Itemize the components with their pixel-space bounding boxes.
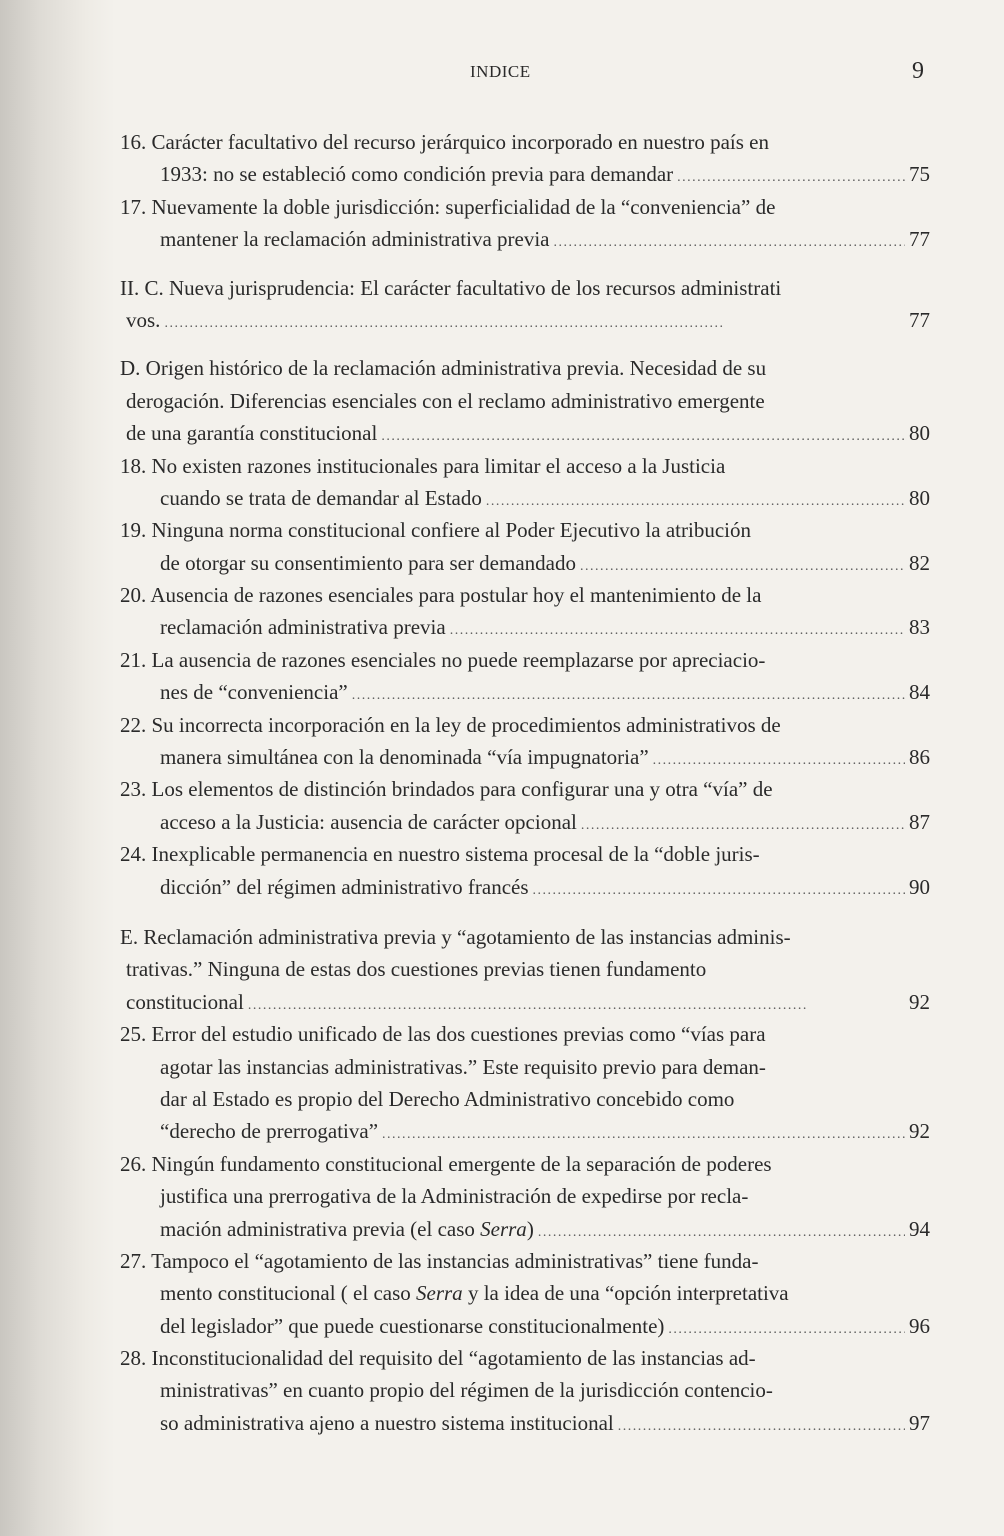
toc-line-text: mento constitucional ( el caso Serra y la idea de una “opción interpretativa bbox=[160, 1281, 789, 1306]
toc-section bbox=[120, 921, 930, 1018]
toc-line bbox=[120, 986, 930, 1018]
table-of-contents bbox=[120, 126, 930, 1439]
toc-line bbox=[120, 953, 930, 985]
toc-line-text: manera simultánea con la denominada “vía impugnatoria” bbox=[160, 745, 649, 770]
toc-line bbox=[120, 806, 930, 838]
page-number: 9 bbox=[912, 58, 924, 84]
toc-line-text: 23. Los elementos de distinción brindados para configurar una y otra “vía” de bbox=[120, 777, 773, 802]
dot-leader bbox=[450, 611, 905, 647]
toc-line-text: del legislador” que puede cuestionarse constitucionalmente) bbox=[160, 1313, 665, 1338]
dot-leader bbox=[653, 741, 905, 777]
toc-line bbox=[120, 1148, 930, 1180]
toc-entry bbox=[120, 709, 930, 774]
toc-section bbox=[120, 352, 930, 449]
toc-entry bbox=[120, 773, 930, 838]
toc-line bbox=[120, 1310, 930, 1342]
dot-leader bbox=[668, 1310, 905, 1346]
dot-leader bbox=[580, 547, 905, 583]
toc-line bbox=[120, 611, 930, 643]
toc-page-number: 86 bbox=[909, 745, 930, 770]
toc-line bbox=[120, 417, 930, 449]
toc-line-text: dicción” del régimen administrativo francés bbox=[160, 874, 529, 899]
toc-line bbox=[120, 1407, 930, 1439]
toc-line-text: 27. Tampoco el “agotamiento de las instancias administrativas” tiene funda- bbox=[120, 1248, 759, 1273]
toc-line bbox=[120, 1018, 930, 1050]
toc-line-text: justifica una prerrogativa de la Administración de expedirse por recla- bbox=[160, 1184, 749, 1209]
toc-line-text: reclamación administrativa previa bbox=[160, 615, 446, 640]
toc-line-text: nes de “conveniencia” bbox=[160, 680, 348, 705]
toc-line-text: 18. No existen razones institucionales para limitar el acceso a la Justicia bbox=[120, 453, 726, 478]
page-header bbox=[0, 58, 1004, 88]
toc-line bbox=[120, 450, 930, 482]
toc-entry bbox=[120, 1018, 930, 1148]
toc-line bbox=[120, 191, 930, 223]
toc-line bbox=[120, 547, 930, 579]
toc-page-number: 94 bbox=[909, 1216, 930, 1241]
toc-page-number: 90 bbox=[909, 874, 930, 899]
toc-line bbox=[120, 741, 930, 773]
dot-leader bbox=[381, 417, 905, 453]
toc-line-text: mantener la reclamación administrativa previa bbox=[160, 227, 550, 252]
toc-line bbox=[120, 676, 930, 708]
toc-entry bbox=[120, 579, 930, 644]
toc-line-text: E. Reclamación administrativa previa y “agotamiento de las instancias adminis- bbox=[120, 924, 791, 949]
toc-line-text: II. C. Nueva jurisprudencia: El carácter facultativo de los recursos administrati bbox=[120, 275, 782, 300]
toc-line-text: 24. Inexplicable permanencia en nuestro sistema procesal de la “doble juris- bbox=[120, 842, 760, 867]
dot-leader bbox=[248, 986, 905, 1022]
toc-line bbox=[120, 272, 930, 304]
toc-line bbox=[120, 921, 930, 953]
dot-leader bbox=[581, 806, 905, 842]
toc-line bbox=[120, 304, 930, 336]
toc-page-number: 77 bbox=[909, 227, 930, 252]
toc-entry bbox=[120, 126, 930, 191]
toc-line bbox=[120, 838, 930, 870]
toc-page-number: 80 bbox=[909, 421, 930, 446]
dot-leader bbox=[352, 676, 905, 712]
toc-page-number: 97 bbox=[909, 1410, 930, 1435]
toc-line-text: 19. Ninguna norma constitucional confiere al Poder Ejecutivo la atribución bbox=[120, 518, 751, 543]
toc-line-text: dar al Estado es propio del Derecho Administrativo concebido como bbox=[160, 1086, 735, 1111]
toc-line bbox=[120, 1342, 930, 1374]
toc-entry bbox=[120, 644, 930, 709]
toc-page-number: 84 bbox=[909, 680, 930, 705]
toc-line bbox=[120, 1245, 930, 1277]
toc-section bbox=[120, 272, 930, 337]
toc-line-text: 22. Su incorrecta incorporación en la ley de procedimientos administrativos de bbox=[120, 712, 781, 737]
toc-line-text: 1933: no se estableció como condición previa para demandar bbox=[160, 162, 674, 187]
toc-page-number: 92 bbox=[909, 989, 930, 1014]
toc-page-number: 92 bbox=[909, 1119, 930, 1144]
binding-shadow bbox=[0, 0, 115, 1536]
toc-line bbox=[120, 1051, 930, 1083]
dot-leader bbox=[618, 1407, 905, 1443]
dot-leader bbox=[382, 1115, 905, 1151]
toc-line bbox=[120, 352, 930, 384]
toc-line bbox=[120, 579, 930, 611]
dot-leader bbox=[677, 158, 905, 194]
toc-line-text: so administrativa ajeno a nuestro sistema institucional bbox=[160, 1410, 614, 1435]
toc-line-text: D. Origen histórico de la reclamación administrativa previa. Necesidad de su bbox=[120, 356, 767, 381]
dot-leader bbox=[164, 304, 905, 340]
running-title: INDICE bbox=[470, 62, 531, 81]
toc-entry bbox=[120, 1342, 930, 1439]
toc-line bbox=[120, 385, 930, 417]
toc-entry bbox=[120, 191, 930, 256]
toc-entry bbox=[120, 450, 930, 515]
toc-line-text: vos. bbox=[126, 307, 161, 332]
toc-page-number: 80 bbox=[909, 485, 930, 510]
toc-line bbox=[120, 1083, 930, 1115]
toc-page-number: 83 bbox=[909, 615, 930, 640]
toc-line-text: 28. Inconstitucionalidad del requisito del “agotamiento de las instancias ad- bbox=[120, 1346, 756, 1371]
toc-entry bbox=[120, 838, 930, 903]
toc-line bbox=[120, 1213, 930, 1245]
toc-entry bbox=[120, 1245, 930, 1342]
toc-line-text: 21. La ausencia de razones esenciales no puede reemplazarse por apreciacio- bbox=[120, 647, 766, 672]
toc-line-text: acceso a la Justicia: ausencia de carácter opcional bbox=[160, 809, 577, 834]
toc-line bbox=[120, 1277, 930, 1309]
toc-page-number: 82 bbox=[909, 550, 930, 575]
toc-line-text: cuando se trata de demandar al Estado bbox=[160, 485, 482, 510]
toc-line-text: 17. Nuevamente la doble jurisdicción: superficialidad de la “conveniencia” de bbox=[120, 194, 776, 219]
toc-line-text: de otorgar su consentimiento para ser demandado bbox=[160, 550, 576, 575]
dot-leader bbox=[486, 482, 905, 518]
toc-line-text: “derecho de prerrogativa” bbox=[160, 1119, 379, 1144]
toc-line-text: derogación. Diferencias esenciales con el reclamo administrativo emergente bbox=[126, 388, 765, 413]
toc-line-text: 25. Error del estudio unificado de las dos cuestiones previas como “vías para bbox=[120, 1022, 766, 1047]
toc-line-text: ministrativas” en cuanto propio del régimen de la jurisdicción contencio- bbox=[160, 1378, 773, 1403]
toc-line bbox=[120, 709, 930, 741]
toc-line-text: de una garantía constitucional bbox=[126, 421, 378, 446]
toc-line bbox=[120, 126, 930, 158]
dot-leader bbox=[533, 871, 905, 907]
toc-entry bbox=[120, 1148, 930, 1245]
dot-leader bbox=[538, 1213, 905, 1249]
toc-line bbox=[120, 482, 930, 514]
toc-line-text: 20. Ausencia de razones esenciales para postular hoy el mantenimiento de la bbox=[120, 583, 762, 608]
toc-line bbox=[120, 644, 930, 676]
toc-line bbox=[120, 514, 930, 546]
toc-page-number: 77 bbox=[909, 307, 930, 332]
toc-line bbox=[120, 773, 930, 805]
toc-line bbox=[120, 1180, 930, 1212]
toc-line bbox=[120, 223, 930, 255]
toc-line-text: trativas.” Ninguna de estas dos cuestiones previas tienen fundamento bbox=[126, 957, 707, 982]
toc-line-text: agotar las instancias administrativas.” Este requisito previo para deman- bbox=[160, 1054, 766, 1079]
toc-entry bbox=[120, 514, 930, 579]
dot-leader bbox=[553, 223, 905, 259]
toc-line-text: mación administrativa previa (el caso Serra) bbox=[160, 1216, 534, 1241]
toc-line bbox=[120, 158, 930, 190]
toc-line-text: constitucional bbox=[126, 989, 244, 1014]
toc-line bbox=[120, 1374, 930, 1406]
toc-line-text: 16. Carácter facultativo del recurso jerárquico incorporado en nuestro país en bbox=[120, 130, 769, 154]
toc-line bbox=[120, 1115, 930, 1147]
toc-line-text: 26. Ningún fundamento constitucional emergente de la separación de poderes bbox=[120, 1151, 772, 1176]
toc-page-number: 87 bbox=[909, 809, 930, 834]
toc-page-number: 75 bbox=[909, 162, 930, 187]
toc-page-number: 96 bbox=[909, 1313, 930, 1338]
toc-line bbox=[120, 871, 930, 903]
